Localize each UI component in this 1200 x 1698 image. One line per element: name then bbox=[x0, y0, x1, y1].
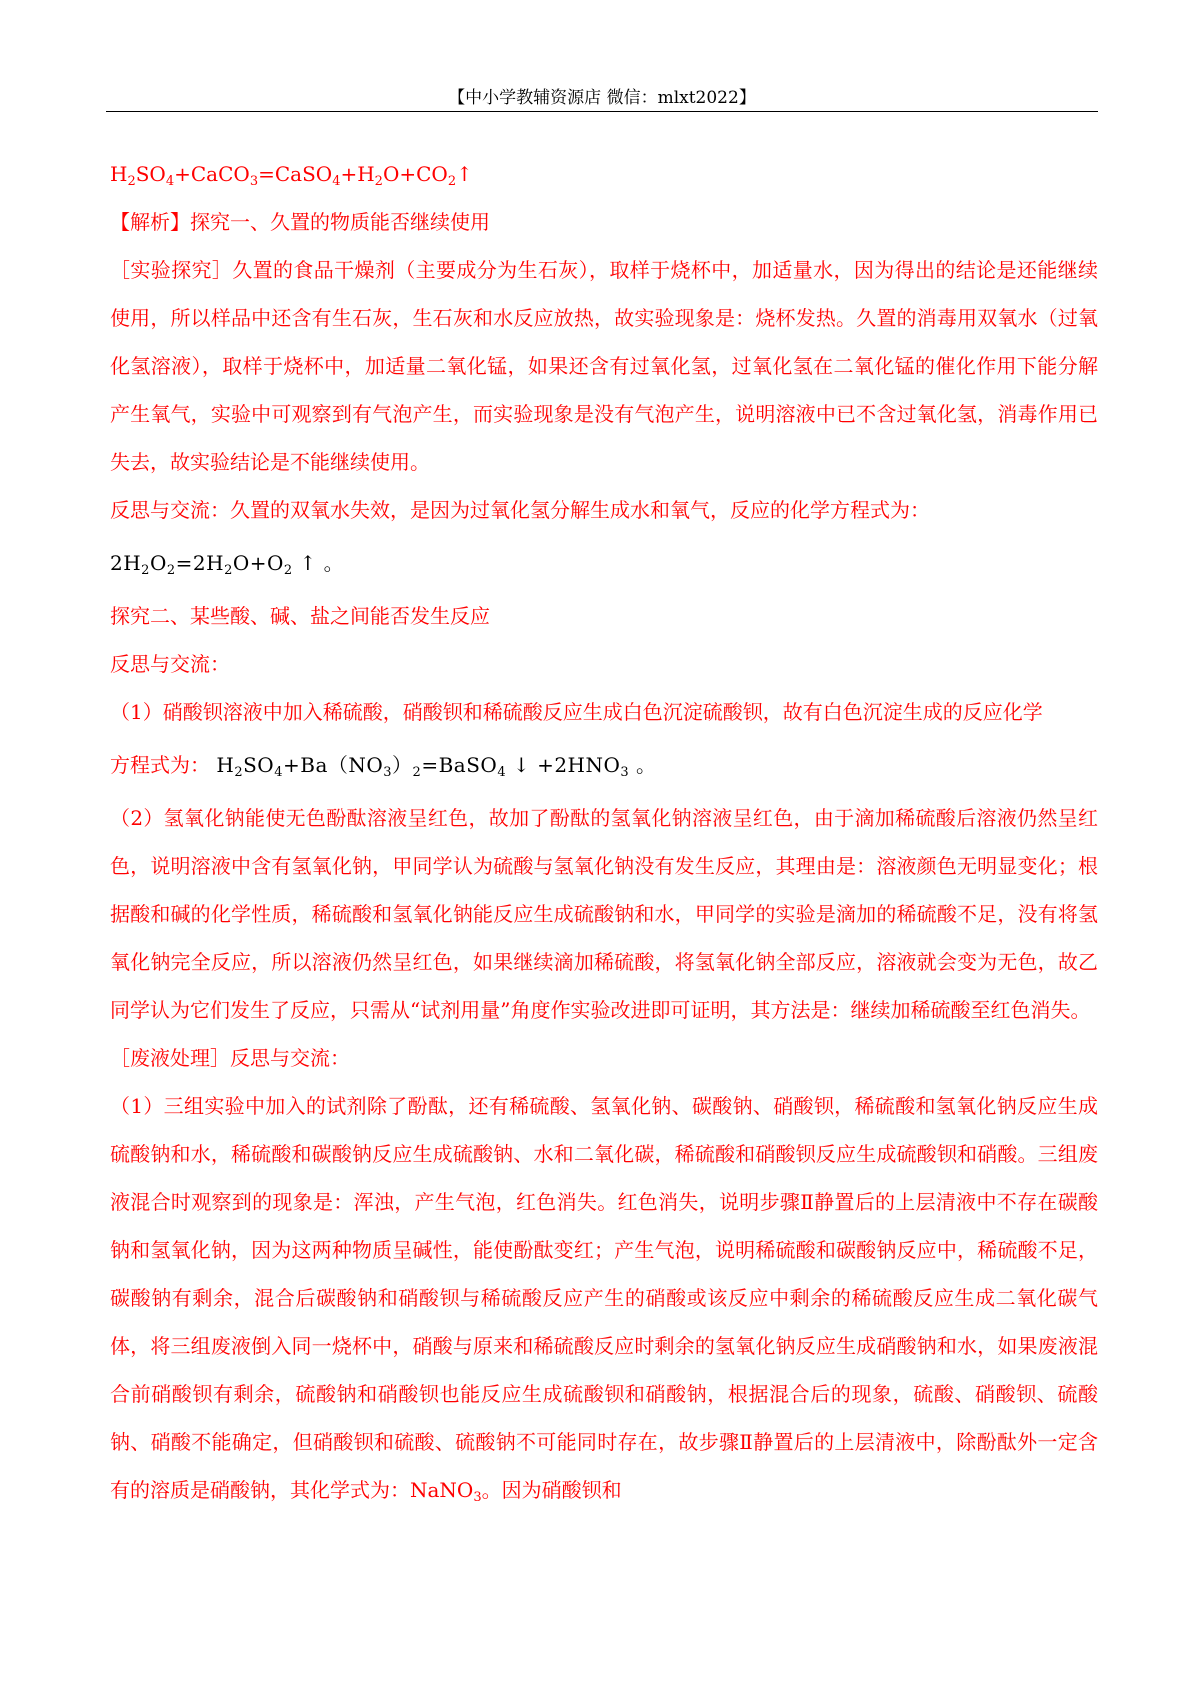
eq-sub: 2 bbox=[141, 563, 150, 578]
paragraph-item-1: （1）硝酸钡溶液中加入稀硫酸，硝酸钡和稀硫酸反应生成白色沉淀硫酸钡，故有白色沉淀生成的反应化学 bbox=[110, 700, 1043, 724]
eq-part: =2H bbox=[175, 551, 225, 575]
waste-treatment-heading: ［废液处理］反思与交流： bbox=[110, 1046, 350, 1070]
header-divider bbox=[106, 111, 1098, 112]
eq-part: =CaSO bbox=[258, 162, 333, 186]
eq-tail: 。 bbox=[629, 753, 657, 777]
eq-sub: 2 bbox=[447, 174, 457, 189]
section-two-heading: 探究二、某些酸、碱、盐之间能否发生反应 bbox=[110, 604, 490, 628]
eq-part: H bbox=[110, 162, 128, 186]
equation-label: 方程式为： bbox=[110, 753, 210, 777]
gas-arrow: ↑ bbox=[292, 551, 317, 575]
eq-part: O+CO bbox=[382, 162, 448, 186]
eq-sub: 3 bbox=[473, 1490, 482, 1505]
eq-sub: 2 bbox=[127, 174, 136, 189]
eq-sub: 2 bbox=[283, 563, 293, 578]
eq-sub: 2 bbox=[374, 174, 383, 189]
eq-part: ↓ +2HNO bbox=[506, 753, 621, 777]
eq-part: 2H bbox=[110, 551, 142, 575]
page-header: 【中小学教辅资源店 微信：mlxt2022】 bbox=[448, 88, 756, 108]
analysis-heading: 【解析】探究一、久置的物质能否继续使用 bbox=[110, 210, 490, 234]
eq-sub: 3 bbox=[620, 765, 630, 780]
reflection-label: 反思与交流： bbox=[110, 652, 230, 676]
paragraph-text: （1）三组实验中加入的试剂除了酚酞，还有稀硫酸、氢氧化钠、碳酸钠、硝酸钡，稀硫酸和氢氧化钠反应生成硫酸钠和水，稀硫酸和碳酸钠反应生成硫酸钠、水和二氧化碳，稀硫酸和硝酸钡反应生成硫酸钡和硝酸。三组废液混合时观察到的现象是：浑浊，产生气泡，红色消失。红色消失，说明步骤Ⅱ静置后的上层清液中不存在碳酸钠和氢氧化钠，因为这两种物质呈碱性，能使酚酞变红；产生气泡，说明稀硫酸和碳酸钠反应中，稀硫酸不足，碳酸钠有剩余，混合后碳酸钠和硝酸钡与稀硫酸反应产生的硝酸或该反应中剩余的稀硫酸反应生成二氧化碳气体，将三组废液倒入同一烧杯中，硝酸与原来和稀硫酸反应时剩余的氢氧化钠反应生成硝酸钠和水，如果废液混合前硝酸钡有剩余，硫酸钠和硝酸钡也能反应生成硫酸钡和硝酸钠，根据混合后的现象，硫酸、硝酸钡、硫酸钠、硝酸不能确定，但硝酸钡和硫酸、硫酸钠不可能同时存在，故步骤Ⅱ静置后的上层清液中，除酚酞外一定含有的溶质是硝酸钠，其化学式为： bbox=[110, 1094, 1098, 1502]
paragraph-experiment: ［实验探究］久置的食品干燥剂（主要成分为生石灰），取样于烧杯中，加适量水，因为得出的结论是还能继续使用，所以样品中还含有生石灰，生石灰和水反应放热，故实验现象是：烧杯发热。久置的消毒用双氧水（过氧化氢溶液），取样于烧杯中，加适量二氧化锰，如果还含有过氧化氢，过氧化氢在二氧化锰的催化作用下能分解产生氧气，实验中可观察到有气泡产生，而实验现象是没有气泡产生，说明溶液中已不含过氧化氢，消毒作用已失去，故实验结论是不能继续使用。 bbox=[110, 258, 1098, 474]
eq-part: =BaSO bbox=[421, 753, 498, 777]
paragraph-waste-item-1 bbox=[110, 1082, 1098, 1514]
eq-part: +H bbox=[340, 162, 375, 186]
eq-part: O+O bbox=[232, 551, 284, 575]
eq-part: ） bbox=[392, 753, 413, 777]
eq-part: +CaCO bbox=[174, 162, 250, 186]
eq-sub: 2 bbox=[166, 563, 176, 578]
eq-sub: 3 bbox=[249, 174, 259, 189]
eq-part: SO bbox=[135, 162, 166, 186]
eq-sub: 2 bbox=[412, 765, 422, 780]
eq-sub: 4 bbox=[332, 174, 341, 189]
paragraph-reflection: 反思与交流：久置的双氧水失效，是因为过氧化氢分解生成水和氧气，反应的化学方程式为： bbox=[110, 498, 930, 522]
equation-sulfuric-calcium-carbonate bbox=[110, 150, 1098, 198]
eq-part: H bbox=[216, 753, 235, 777]
eq-part: SO bbox=[243, 753, 275, 777]
eq-sub: 4 bbox=[497, 765, 507, 780]
equation-hydrogen-peroxide bbox=[110, 538, 1098, 588]
eq-part: O bbox=[149, 551, 167, 575]
gas-arrow: ↑ bbox=[456, 162, 473, 186]
paragraph-text-tail: 。因为硝酸钡和 bbox=[481, 1478, 622, 1502]
paragraph-item-2: （2）氢氧化钠能使无色酚酞溶液呈红色，故加了酚酞的氢氧化钠溶液呈红色，由于滴加稀硫酸后溶液仍然呈红色，说明溶液中含有氢氧化钠，甲同学认为硫酸与氢氧化钠没有发生反应，其理由是：溶液颜色无明显变化；根据酸和碱的化学性质，稀硫酸和氢氧化钠能反应生成硫酸钠和水，甲同学的实验是滴加的稀硫酸不足，没有将氢氧化钠完全反应，所以溶液仍然呈红色，如果继续滴加稀硫酸，将氢氧化钠全部反应，溶液就会变为无色，故乙同学认为它们发生了反应，只需从“试剂用量”角度作实验改进即可证明，其方法是：继续加稀硫酸至红色消失。 bbox=[110, 806, 1098, 1022]
eq-tail: 。 bbox=[316, 551, 345, 575]
document-body bbox=[110, 150, 1098, 1514]
eq-sub: 4 bbox=[274, 765, 283, 780]
eq-part: +Ba（NO bbox=[282, 753, 384, 777]
sodium-nitrate-formula: NaNO bbox=[410, 1478, 474, 1502]
equation-line-barium-nitrate bbox=[110, 740, 1098, 790]
eq-sub: 2 bbox=[234, 765, 244, 780]
eq-sub: 3 bbox=[383, 765, 393, 780]
eq-sub: 4 bbox=[165, 174, 175, 189]
eq-sub: 2 bbox=[224, 563, 233, 578]
